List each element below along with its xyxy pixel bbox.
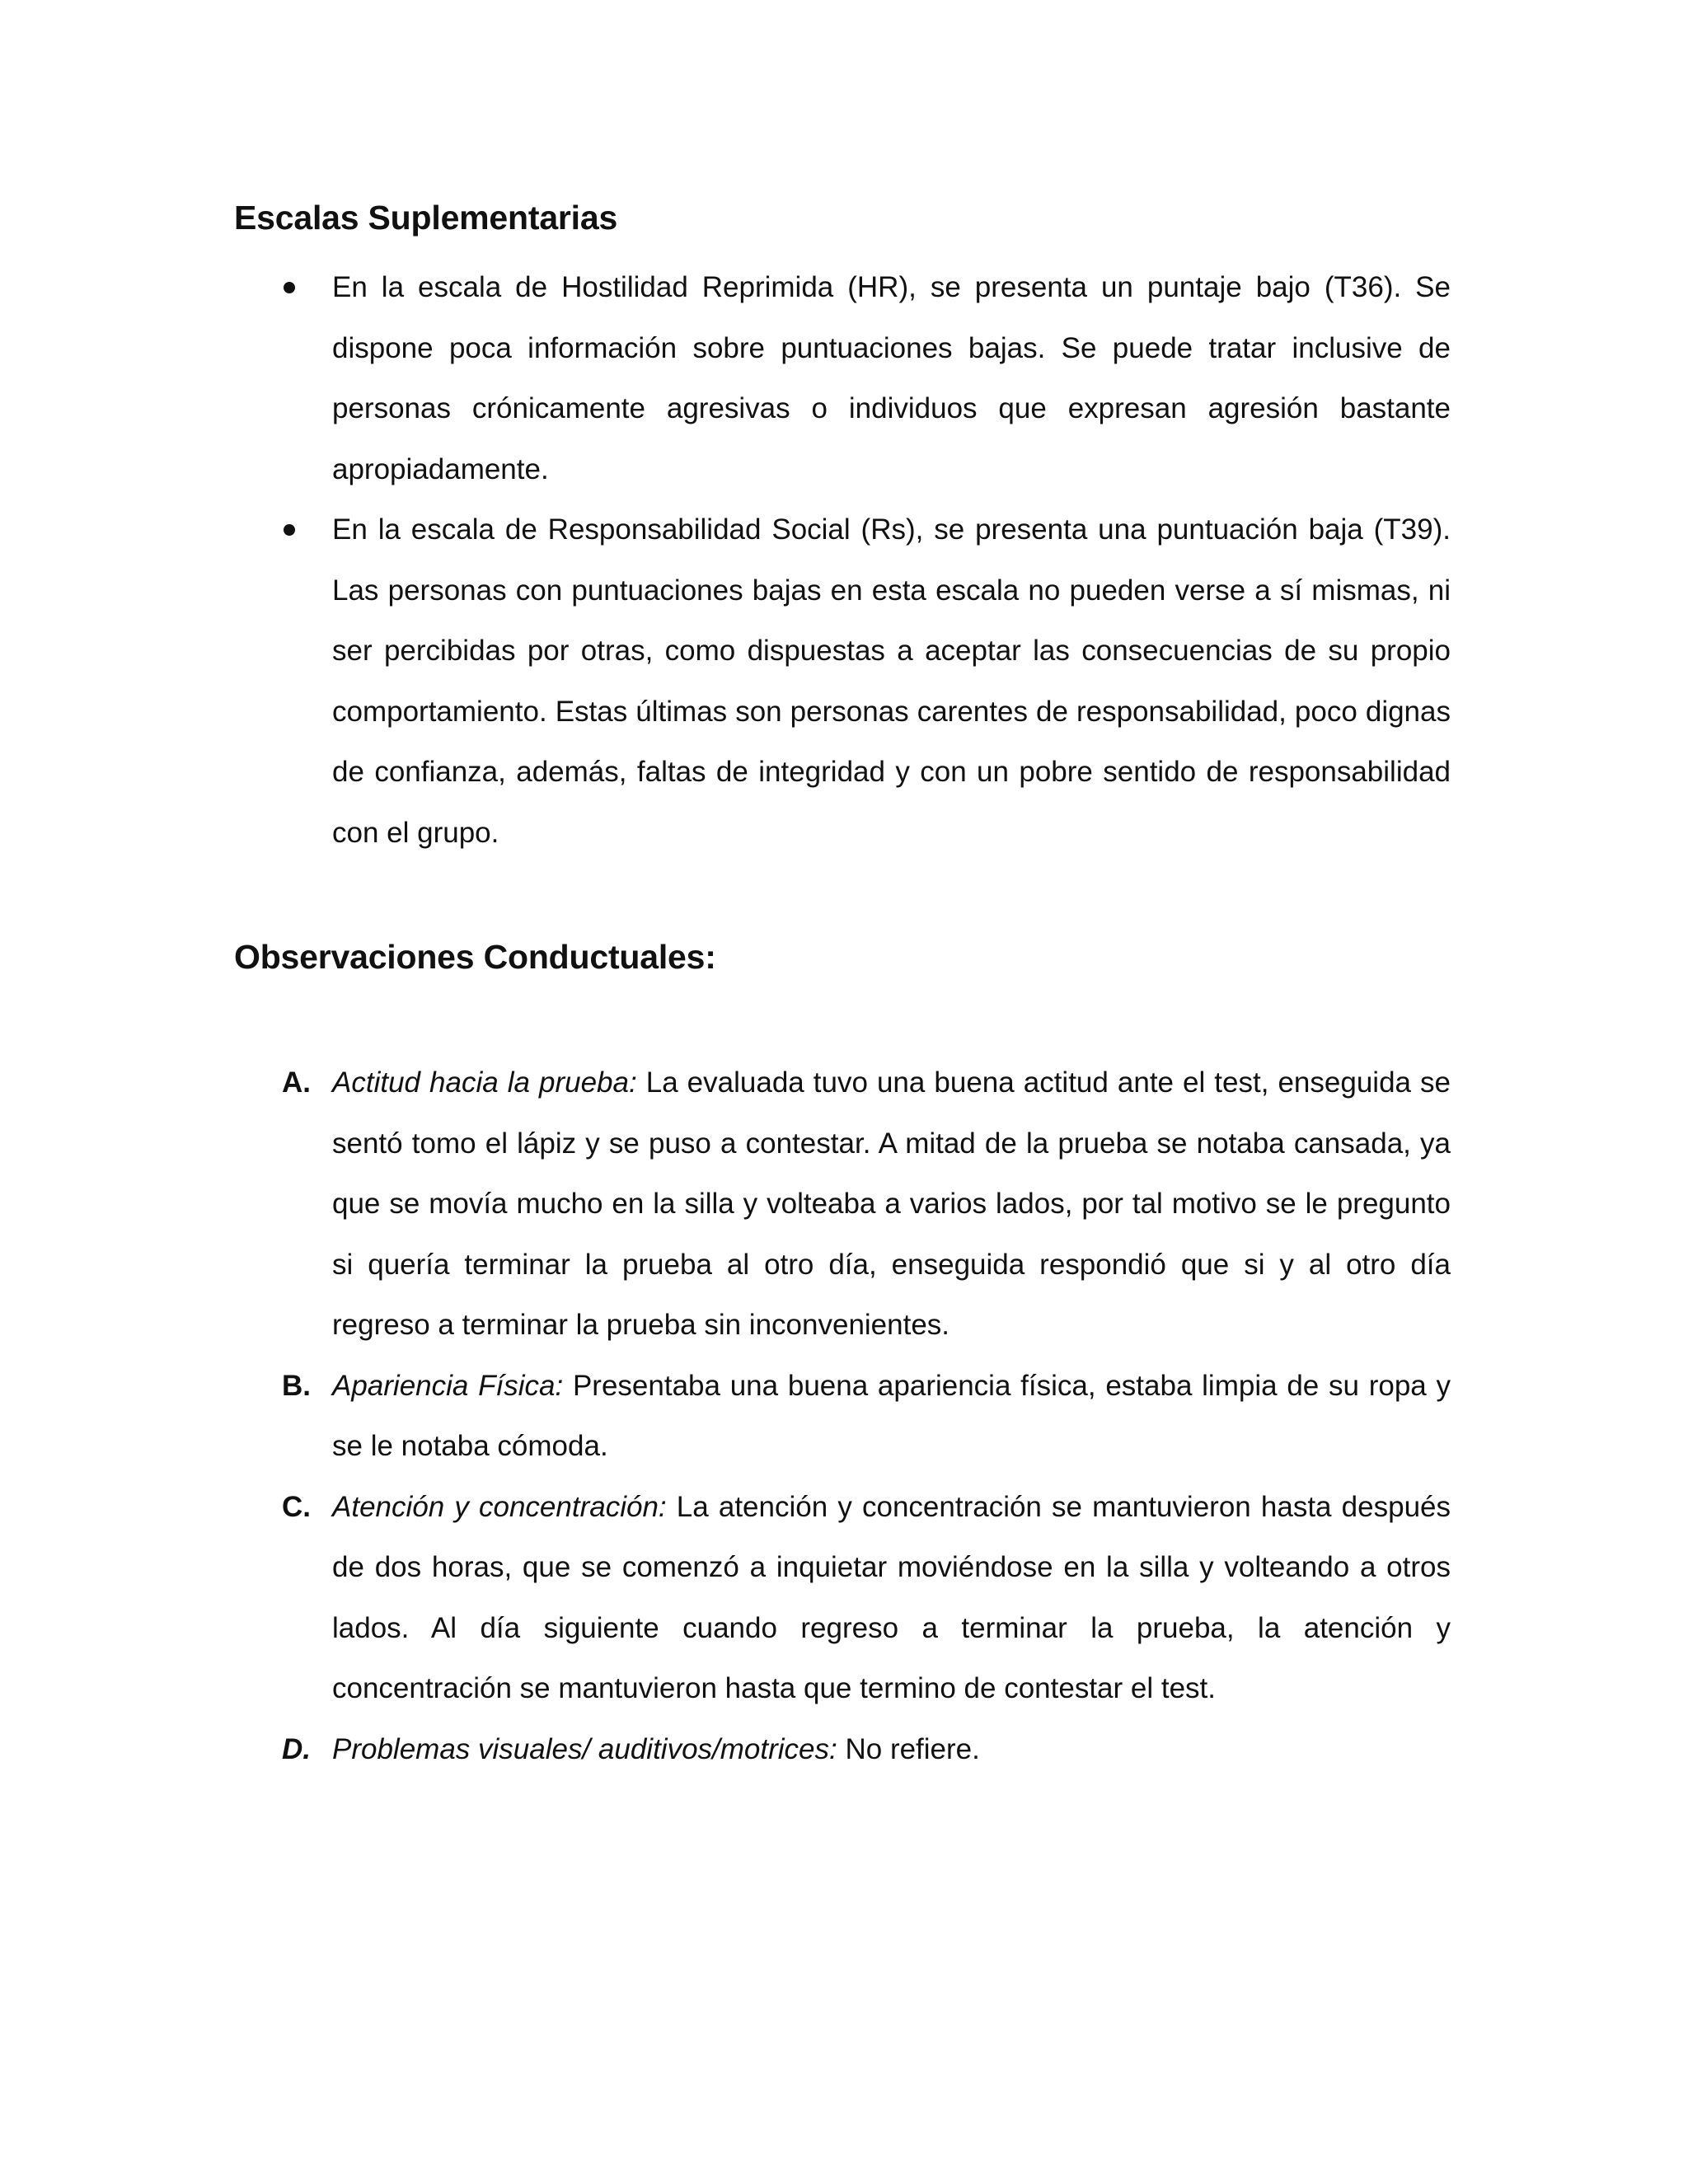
list-item xyxy=(234,257,1451,499)
item-term: Apariencia Física: xyxy=(332,1369,564,1402)
section-heading-escalas: Escalas Suplementarias xyxy=(234,199,618,237)
list-marker: C. xyxy=(282,1490,311,1523)
list-item xyxy=(234,1719,1451,1780)
list-marker: D. xyxy=(282,1732,311,1765)
paragraph-text: En la escala de Hostilidad Reprimida (HR), se presenta un puntaje bajo (T36). Se dispone poca información sobre puntuaciones bajas. Se puede tratar inclusive de personas crónicamente agresivas o individuos que expresan agresión bastante apropiadamente. xyxy=(332,271,1451,485)
bullet-icon xyxy=(284,499,316,560)
paragraph-text: La atención y concentración se mantuvieron hasta después de dos horas, que se comenzó a inquietar moviéndose en la silla y volteando a otros lados. Al día siguiente cuando regreso a terminar la prueba, la atención y concentración se mantuvieron hasta que termino de contestar el test. xyxy=(332,1490,1451,1704)
paragraph-text: Presentaba una buena apariencia física, estaba limpia de su ropa y se le notaba cómoda. xyxy=(332,1369,1451,1462)
item-term: Atención y concentración: xyxy=(332,1490,667,1523)
list-item xyxy=(234,1356,1451,1477)
list-marker: B. xyxy=(282,1369,311,1402)
item-term: Problemas visuales/ auditivos/motrices: xyxy=(332,1732,837,1765)
bullet-icon xyxy=(284,257,316,318)
list-item xyxy=(234,1052,1451,1356)
section-heading-observaciones: Observaciones Conductuales: xyxy=(234,938,716,976)
list-item xyxy=(234,499,1451,863)
lettered-list xyxy=(234,1052,1451,1779)
item-term: Actitud hacia la prueba: xyxy=(332,1066,637,1099)
paragraph-text: La evaluada tuvo una buena actitud ante el test, enseguida se sentó tomo el lápiz y se puso a contestar. A mitad de la prueba se notaba cansada, ya que se movía mucho en la silla y volteaba a varios lados, por tal motivo se le pregunto si quería terminar la prueba al otro día, enseguida respondió que si y al otro día regreso a terminar la prueba sin inconvenientes. xyxy=(332,1066,1451,1341)
bullet-list xyxy=(234,257,1451,863)
paragraph-text: No refiere. xyxy=(837,1732,980,1765)
list-marker: A. xyxy=(282,1066,311,1099)
list-item xyxy=(234,1477,1451,1719)
paragraph-text: En la escala de Responsabilidad Social (Rs), se presenta una puntuación baja (T39). Las personas con puntuaciones bajas en esta escala no pueden verse a sí mismas, ni ser percibidas por otras, como dispuestas a aceptar las consecuencias de su propio comportamiento. Estas últimas son personas carentes de responsabilidad, poco dignas de confianza, además, faltas de integridad y con un pobre sentido de responsabilidad con el grupo. xyxy=(332,513,1451,849)
